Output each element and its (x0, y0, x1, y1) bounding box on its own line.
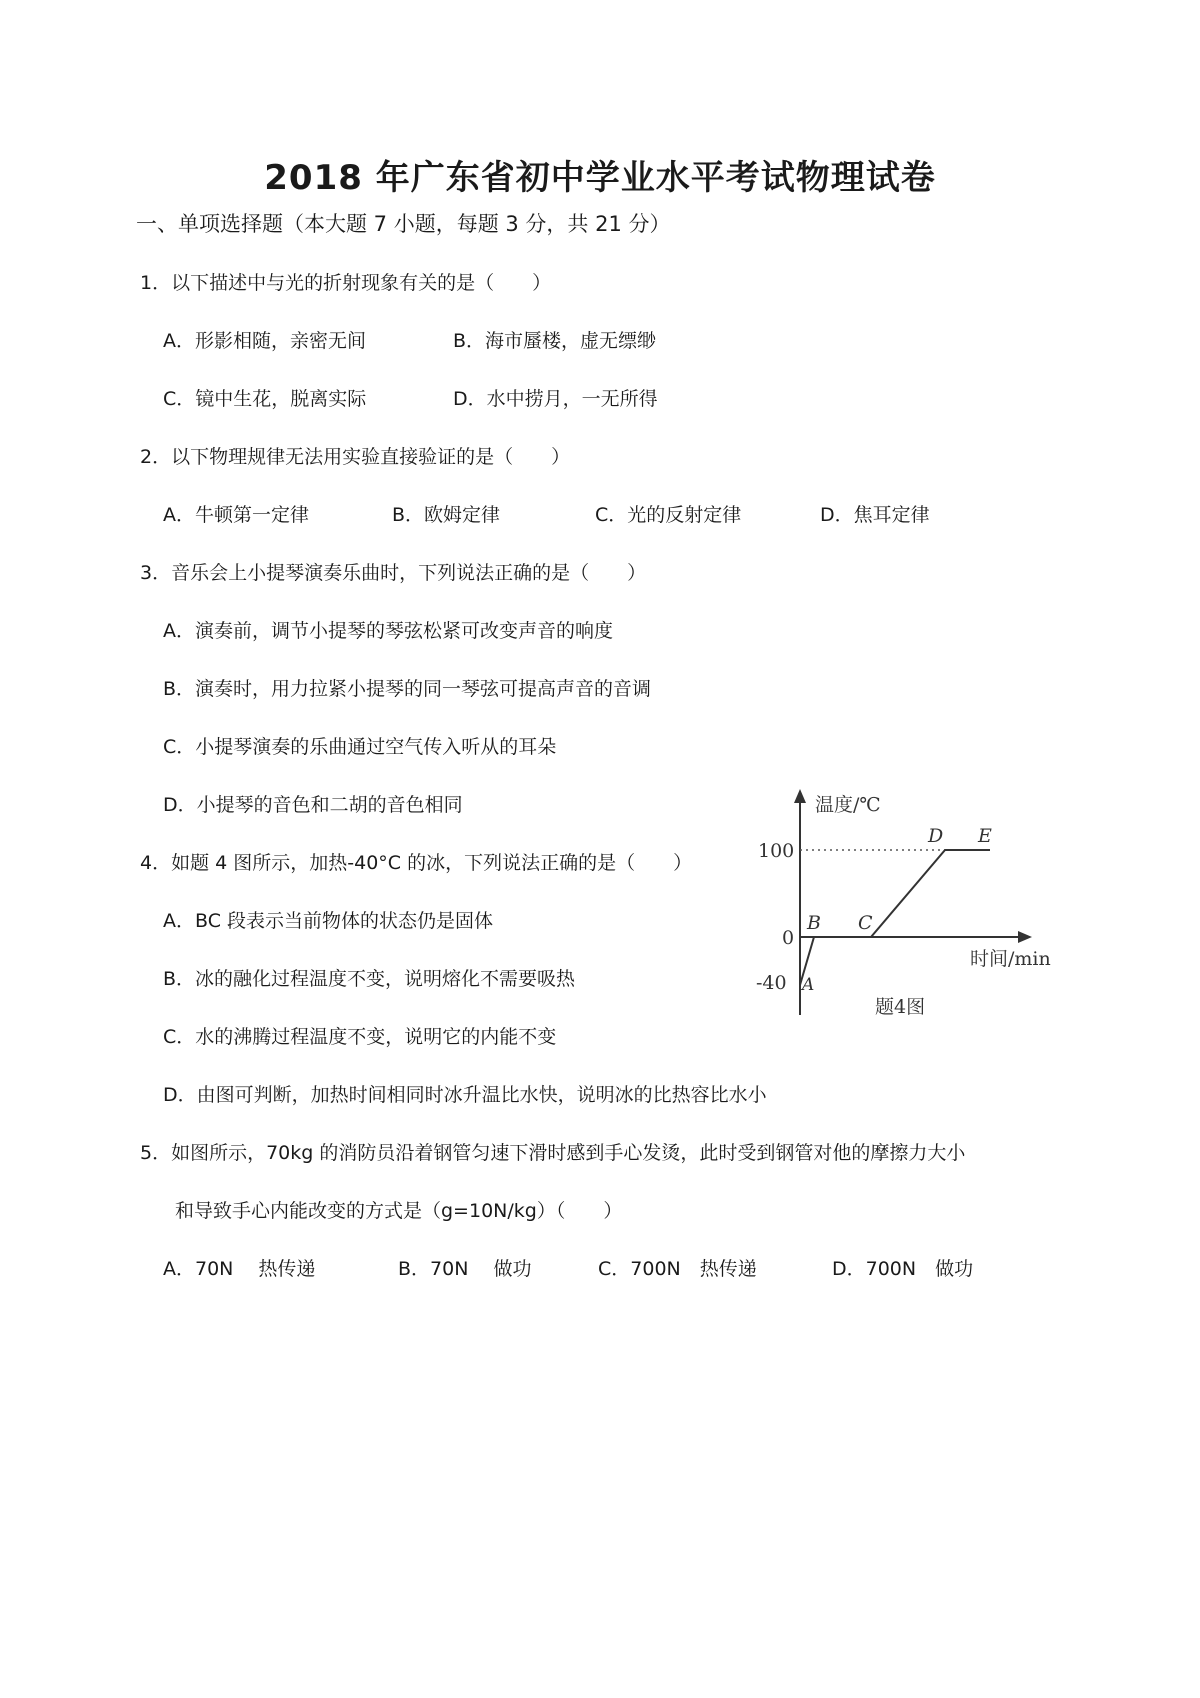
question-5-option-c: C．700N 热传递 (598, 1258, 757, 1280)
question-3-option-a: A．演奏前，调节小提琴的琴弦松紧可改变声音的响度 (163, 620, 613, 642)
question-4-option-c: C．水的沸腾过程温度不变，说明它的内能不变 (163, 1026, 557, 1048)
heating-curve-figure (750, 785, 1110, 1035)
question-1-option-b: B．海市蜃楼，虚无缥缈 (453, 330, 657, 352)
point-b-label: B (807, 912, 821, 934)
point-e-label: E (978, 825, 992, 847)
question-5-stem-continued: 和导致手心内能改变的方式是（g=10N/kg）（ ） (175, 1200, 623, 1222)
question-4-option-d: D．由图可判断，加热时间相同时冰升温比水快，说明冰的比热容比水小 (163, 1084, 767, 1106)
question-5-option-a: A．70N 热传递 (163, 1258, 316, 1280)
question-1-option-a: A．形影相随，亲密无间 (163, 330, 366, 352)
question-4-option-a: A．BC 段表示当前物体的状态仍是固体 (163, 910, 494, 932)
tick-100: 100 (758, 840, 795, 862)
question-1-option-d: D．水中捞月，一无所得 (453, 388, 658, 410)
question-5-option-d: D．700N 做功 (832, 1258, 974, 1280)
figure-caption: 题4图 (875, 996, 926, 1018)
y-axis-arrow (794, 789, 806, 803)
page-title: 2018 年广东省初中学业水平考试物理试卷 (264, 158, 936, 198)
question-5-stem: 5．如图所示，70kg 的消防员沿着钢管匀速下滑时感到手心发烫，此时受到钢管对他的摩擦力大小 (140, 1142, 966, 1164)
tick-minus-40: -40 (756, 972, 787, 994)
point-d-label: D (928, 825, 944, 847)
y-axis-label: 温度/℃ (815, 794, 881, 816)
question-4-stem: 4．如题 4 图所示，加热-40°C 的冰，下列说法正确的是（ ） (140, 852, 693, 874)
question-5-option-b: B．70N 做功 (398, 1258, 532, 1280)
point-a-label: A (802, 975, 815, 995)
question-3-stem: 3．音乐会上小提琴演奏乐曲时，下列说法正确的是（ ） (140, 562, 647, 584)
question-2-option-c: C．光的反射定律 (595, 504, 742, 526)
point-c-label: C (858, 912, 873, 934)
section-heading: 一、单项选择题（本大题 7 小题，每题 3 分，共 21 分） (136, 212, 671, 236)
heating-curve-line (800, 850, 990, 985)
question-2-option-d: D．焦耳定律 (820, 504, 930, 526)
x-axis-label: 时间/min (970, 948, 1051, 970)
question-4-option-b: B．冰的融化过程温度不变，说明熔化不需要吸热 (163, 968, 576, 990)
x-axis-arrow (1018, 931, 1032, 943)
question-3-option-b: B．演奏时，用力拉紧小提琴的同一琴弦可提高声音的音调 (163, 678, 652, 700)
tick-0: 0 (782, 927, 795, 949)
question-2-option-a: A．牛顿第一定律 (163, 504, 309, 526)
question-3-option-c: C．小提琴演奏的乐曲通过空气传入听从的耳朵 (163, 736, 557, 758)
question-1-stem: 1．以下描述中与光的折射现象有关的是（ ） (140, 272, 552, 294)
question-2-option-b: B．欧姆定律 (392, 504, 501, 526)
question-2-stem: 2．以下物理规律无法用实验直接验证的是（ ） (140, 446, 571, 468)
question-3-option-d: D．小提琴的音色和二胡的音色相同 (163, 794, 463, 816)
question-1-option-c: C．镜中生花，脱离实际 (163, 388, 367, 410)
